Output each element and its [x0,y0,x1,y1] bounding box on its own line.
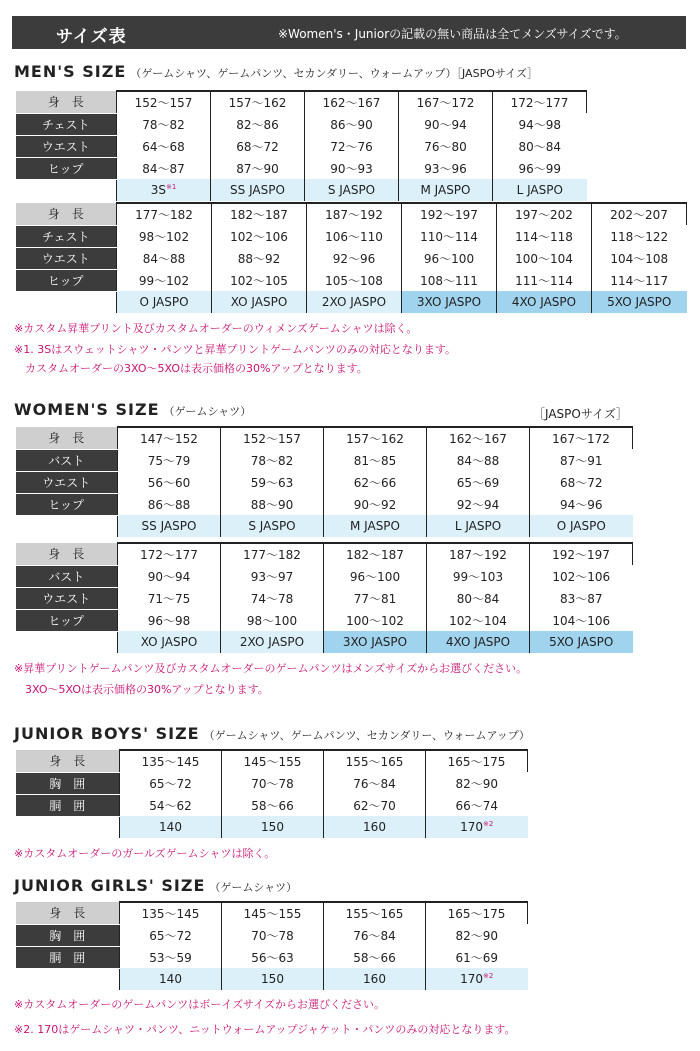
table-cell: 5XO JASPO [530,631,633,653]
table-cell: 64〜68 [117,135,211,157]
table-cell: 93〜97 [221,565,324,587]
womens-note-2: 3XO〜5XOは表示価格の30%アップとなります。 [14,683,269,696]
table-cell: 177〜182 [221,543,324,565]
table-cell: 59〜63 [221,471,324,493]
table-cell: 96〜99 [493,157,587,179]
table-cell: ヒップ [16,269,117,291]
table-cell: 86〜90 [305,113,399,135]
table-cell: 84〜87 [117,157,211,179]
table-cell: 身 長 [16,750,120,772]
table-cell: 75〜79 [118,449,221,471]
table-cell: 192〜197 [530,543,633,565]
junior-girls-size-subtitle: （ゲームシャツ） [209,881,298,894]
table-row [16,113,587,135]
table-cell: 72〜76 [305,135,399,157]
table-cell: バスト [16,449,118,471]
table-cell: 96〜100 [402,247,497,269]
table-cell: 92〜94 [427,493,530,515]
table-cell: 胸 囲 [16,772,120,794]
table-cell: 身 長 [16,543,118,565]
mens-note-3: カスタムオーダーの3XO〜5XOは表示価格の30%アップとなります。 [14,362,368,375]
table-cell: 172〜177 [493,91,587,113]
table-cell: 56〜63 [222,946,324,968]
table-cell: 93〜96 [399,157,493,179]
table-cell: 胴 囲 [16,794,120,816]
table-cell: 160 [324,968,426,990]
table-cell: 66〜74 [426,794,528,816]
table-cell: SS JASPO [118,515,221,537]
table-row [16,750,528,772]
table-cell: 98〜100 [221,609,324,631]
table-cell: 165〜175 [426,750,528,772]
table-cell: 56〜60 [118,471,221,493]
table-cell: 76〜84 [324,924,426,946]
table-cell: 82〜90 [426,772,528,794]
table-row [16,902,528,924]
table-cell: 81〜85 [324,449,427,471]
table-cell: XO JASPO [212,291,307,313]
table-cell: 100〜102 [324,609,427,631]
table-cell: 2XO JASPO [221,631,324,653]
table-cell: 84〜88 [117,247,212,269]
table-row [16,91,587,113]
table-cell: O JASPO [530,515,633,537]
table-cell: 177〜182 [117,203,212,225]
table-cell: 187〜192 [427,543,530,565]
footnote-mark: ※2 [483,820,494,828]
size-chart-header [12,16,686,49]
table-row [16,816,528,838]
cell-text: MEN'S SIZE [14,62,127,81]
table-cell: チェスト [16,113,117,135]
table-cell: ヒップ [16,157,117,179]
womens-size-table-2 [15,542,633,653]
table-cell: 76〜84 [324,772,426,794]
table-cell: 88〜90 [221,493,324,515]
cell-text: 170 [460,820,484,834]
table-cell: M JASPO [324,515,427,537]
table-cell: 162〜167 [427,427,530,449]
table-cell: ウエスト [16,587,118,609]
table-cell: 202〜207 [592,203,687,225]
table-cell: 197〜202 [497,203,592,225]
table-cell: 155〜165 [324,750,426,772]
table-row [16,968,528,990]
table-row [16,427,633,449]
womens-size-title [14,400,251,419]
table-row [16,157,587,179]
table-cell: チェスト [16,225,117,247]
table-cell: 108〜111 [402,269,497,291]
table-cell: 99〜102 [117,269,212,291]
table-cell: 102〜106 [212,225,307,247]
table-cell: 68〜72 [211,135,305,157]
table-cell: 182〜187 [324,543,427,565]
table-row [16,565,633,587]
table-cell: 65〜72 [120,924,222,946]
table-cell: 110〜114 [402,225,497,247]
womens-jaspo-label: ［JASPOサイズ］ [533,407,628,421]
table-cell: 135〜145 [120,750,222,772]
cell-text: JUNIOR GIRLS' SIZE [14,876,206,895]
table-cell: 102〜104 [427,609,530,631]
table-cell: 74〜78 [221,587,324,609]
table-row [16,291,687,313]
table-cell: SS JASPO [211,179,305,201]
table-cell: 102〜106 [530,565,633,587]
header-note: ※Women's・Juniorの記載の無い商品は全てメンズサイズです。 [278,27,627,41]
mens-size-title [14,62,538,81]
table-cell: 53〜59 [120,946,222,968]
mens-size-table-1 [15,90,587,201]
womens-size-table-1 [15,426,633,537]
table-cell: 86〜88 [118,493,221,515]
table-cell: 58〜66 [222,794,324,816]
junior-girls-note-2: ※2. 170はゲームシャツ・パンツ、ニットウォームアップジャケット・パンツのみの対応となります。 [14,1023,516,1036]
table-cell: 147〜152 [118,427,221,449]
mens-size-table-2 [15,202,687,313]
mens-note-1: ※カスタム昇華プリント及びカスタムオーダーのウィメンズゲームシャツは除く。 [14,322,418,335]
table-cell: 104〜108 [592,247,687,269]
junior-girls-note-1: ※カスタムオーダーのゲームパンツはボーイズサイズからお選びください。 [14,998,386,1011]
table-cell: 192〜197 [402,203,497,225]
table-cell: O JASPO [117,291,212,313]
table-row [16,515,633,537]
table-cell: S JASPO [305,179,399,201]
table-cell: 87〜91 [530,449,633,471]
table-cell: 78〜82 [117,113,211,135]
table-cell: L JASPO [427,515,530,537]
junior-girls-size-title [14,876,297,895]
table-cell: 胴 囲 [16,946,120,968]
table-cell: 102〜105 [212,269,307,291]
table-cell: 80〜84 [427,587,530,609]
table-cell: 165〜175 [426,902,528,924]
table-cell: 54〜62 [120,794,222,816]
table-cell: 70〜78 [222,924,324,946]
table-row [16,135,587,157]
table-row [16,924,528,946]
table-cell: ヒップ [16,609,118,631]
junior-boys-size-subtitle: （ゲームシャツ、ゲームパンツ、セカンダリー、ウォームアップ） [203,729,530,742]
table-cell: 99〜103 [427,565,530,587]
cell-text: WOMEN'S SIZE [14,400,160,419]
womens-note-1: ※昇華プリントゲームパンツ及びカスタムオーダーのゲームパンツはメンズサイズからお選びください。 [14,662,528,675]
table-row [16,247,687,269]
table-cell: 80〜84 [493,135,587,157]
table-cell: 118〜122 [592,225,687,247]
table-cell: 90〜94 [118,565,221,587]
table-row [16,449,633,471]
table-cell: 71〜75 [118,587,221,609]
table-row [16,179,587,201]
table-cell: L JASPO [493,179,587,201]
table-row [16,772,528,794]
table-cell [16,631,118,653]
table-cell: 152〜157 [221,427,324,449]
mens-size-subtitle: （ゲームシャツ、ゲームパンツ、セカンダリー、ウォームアップ）［JASPOサイズ］ [130,67,538,80]
table-cell: 3XO JASPO [402,291,497,313]
footnote-mark: ※2 [483,972,494,980]
table-cell: 114〜117 [592,269,687,291]
table-cell: 4XO JASPO [427,631,530,653]
table-cell: 4XO JASPO [497,291,592,313]
table-cell: 106〜110 [307,225,402,247]
footnote-mark: ※1 [165,183,177,191]
table-cell: 111〜114 [497,269,592,291]
table-cell: 62〜70 [324,794,426,816]
table-cell: 76〜80 [399,135,493,157]
table-cell: 82〜86 [211,113,305,135]
table-cell: 90〜92 [324,493,427,515]
table-cell: ウエスト [16,247,117,269]
table-cell: 145〜155 [222,750,324,772]
table-cell: ウエスト [16,471,118,493]
table-cell: 62〜66 [324,471,427,493]
table-cell: 90〜93 [305,157,399,179]
table-cell: 135〜145 [120,902,222,924]
table-cell: 167〜172 [399,91,493,113]
junior-girls-size-table [15,901,528,990]
table-cell: 140 [120,968,222,990]
table-cell: ウエスト [16,135,117,157]
table-cell: 胸 囲 [16,924,120,946]
table-cell: 70〜78 [222,772,324,794]
table-cell [16,291,117,313]
table-cell: 162〜167 [305,91,399,113]
table-cell: 152〜157 [117,91,211,113]
table-cell [16,515,118,537]
table-cell: 2XO JASPO [307,291,402,313]
table-cell: 61〜69 [426,946,528,968]
table-cell: 92〜96 [307,247,402,269]
table-row [16,203,687,225]
table-row [16,631,633,653]
table-cell [117,179,211,201]
table-cell: 65〜72 [120,772,222,794]
table-cell: 身 長 [16,91,117,113]
table-cell: 88〜92 [212,247,307,269]
table-cell: 114〜118 [497,225,592,247]
mens-note-2: ※1. 3Sはスウェットシャツ・パンツと昇華プリントゲームパンツのみの対応となります。 [14,343,456,356]
table-cell [16,816,120,838]
table-cell: 90〜94 [399,113,493,135]
table-row [16,543,633,565]
table-cell: 身 長 [16,902,120,924]
table-cell: 140 [120,816,222,838]
table-cell: 94〜96 [530,493,633,515]
table-row [16,946,528,968]
table-cell: 157〜162 [211,91,305,113]
table-cell: 182〜187 [212,203,307,225]
table-cell: 84〜88 [427,449,530,471]
junior-boys-note: ※カスタムオーダーのガールズゲームシャツは除く。 [14,847,276,860]
table-cell: 78〜82 [221,449,324,471]
table-cell: 157〜162 [324,427,427,449]
table-cell: 83〜87 [530,587,633,609]
table-cell: 104〜106 [530,609,633,631]
table-cell: 82〜90 [426,924,528,946]
table-cell: 100〜104 [497,247,592,269]
junior-boys-size-table [15,749,528,838]
table-cell [16,968,120,990]
table-cell: ヒップ [16,493,118,515]
table-cell: 58〜66 [324,946,426,968]
table-cell: バスト [16,565,118,587]
cell-text: 170 [460,972,484,986]
table-cell: 145〜155 [222,902,324,924]
cell-text: JUNIOR BOYS' SIZE [14,724,200,743]
table-cell: 身 長 [16,427,118,449]
table-cell: 65〜69 [427,471,530,493]
table-cell: 5XO JASPO [592,291,687,313]
table-row [16,225,687,247]
table-cell: 身 長 [16,203,117,225]
table-cell: 160 [324,816,426,838]
table-row [16,269,687,291]
table-cell: 77〜81 [324,587,427,609]
table-cell: 98〜102 [117,225,212,247]
junior-boys-size-title [14,724,530,743]
table-cell: 167〜172 [530,427,633,449]
table-row [16,609,633,631]
table-cell [426,968,528,990]
table-cell [16,179,117,201]
womens-size-subtitle: （ゲームシャツ） [163,405,252,418]
header-title: サイズ表 [56,27,127,47]
table-cell: 68〜72 [530,471,633,493]
table-row [16,587,633,609]
table-row [16,471,633,493]
table-cell: 96〜100 [324,565,427,587]
table-row [16,493,633,515]
table-cell: 96〜98 [118,609,221,631]
table-cell: S JASPO [221,515,324,537]
table-cell: 87〜90 [211,157,305,179]
table-cell: 150 [222,968,324,990]
table-cell: 187〜192 [307,203,402,225]
cell-text: 3S [150,183,166,197]
table-cell: 150 [222,816,324,838]
table-cell: 105〜108 [307,269,402,291]
table-cell: 94〜98 [493,113,587,135]
table-cell: XO JASPO [118,631,221,653]
table-cell: 3XO JASPO [324,631,427,653]
table-cell: M JASPO [399,179,493,201]
table-row [16,794,528,816]
table-cell [426,816,528,838]
table-cell: 155〜165 [324,902,426,924]
table-cell: 172〜177 [118,543,221,565]
